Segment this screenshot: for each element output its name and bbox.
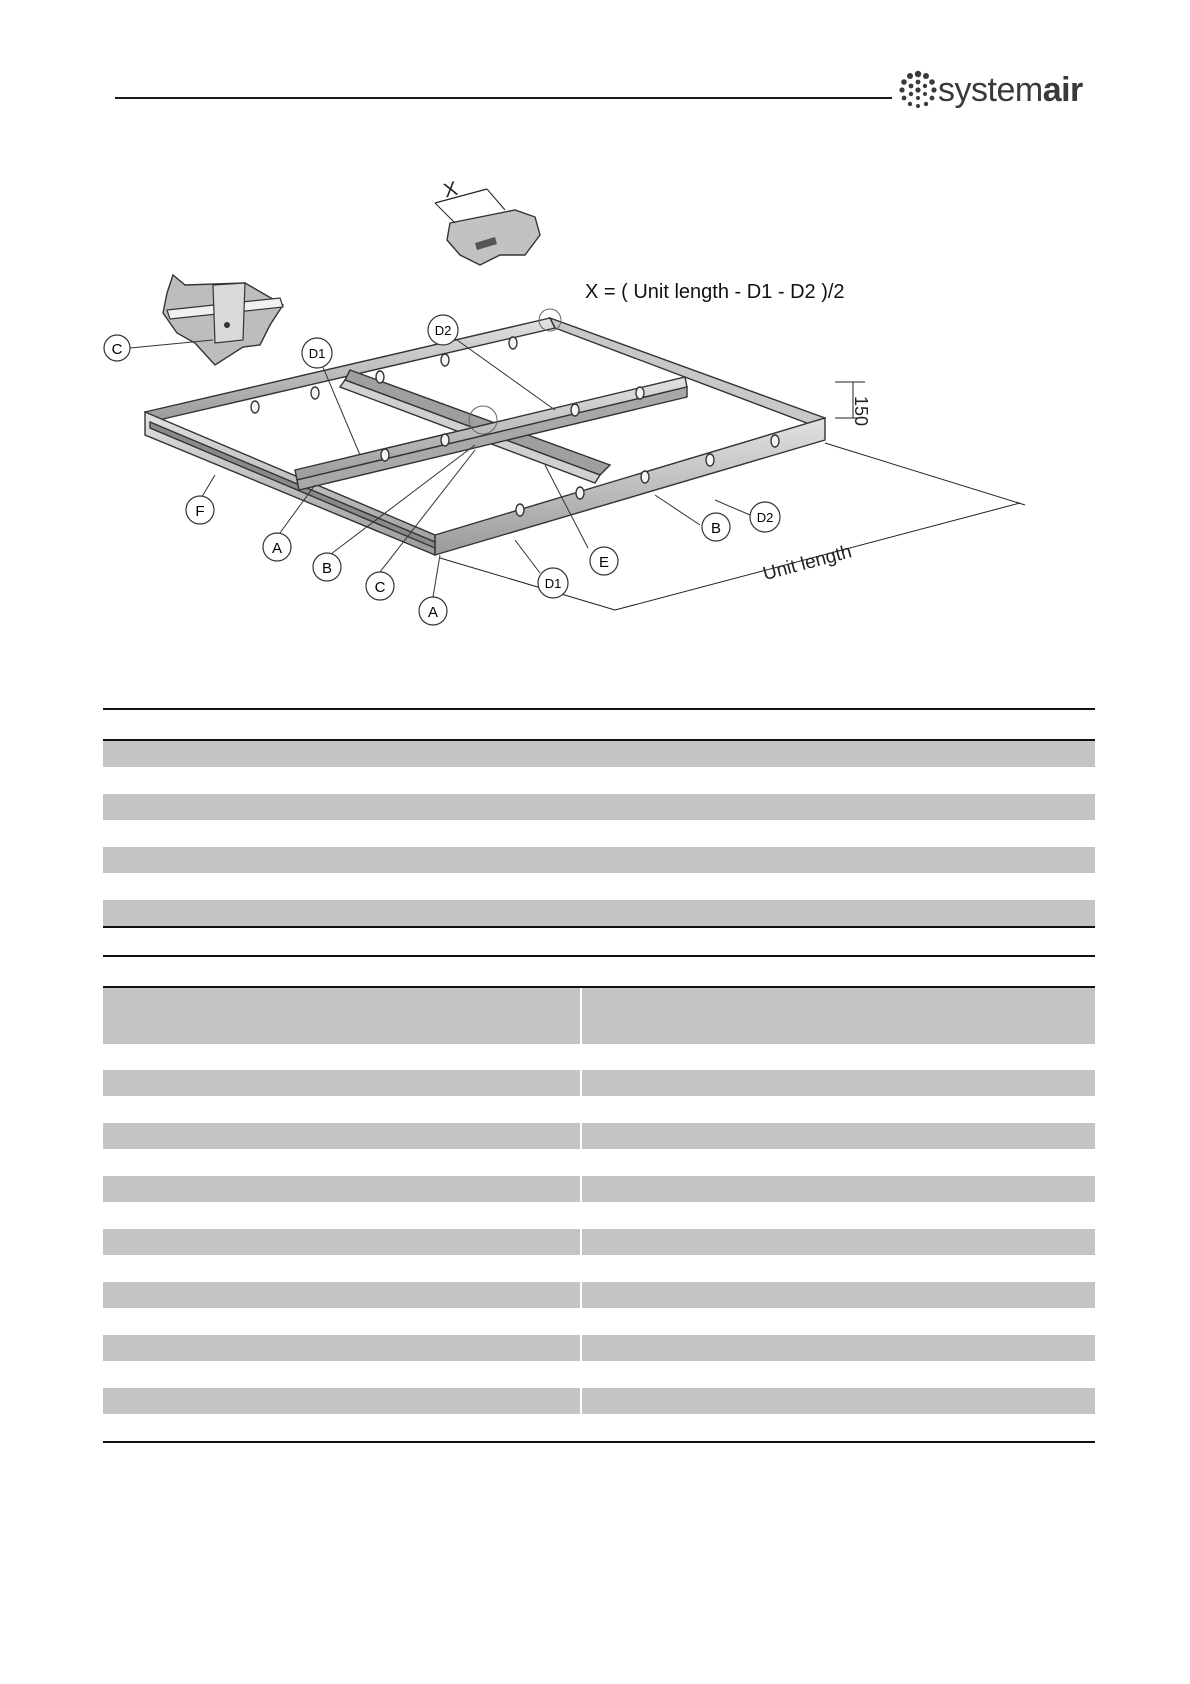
formula-text: X = ( Unit length - D1 - D2 )/2 (585, 281, 845, 303)
dim-unit-length-label: Unit length (760, 541, 854, 586)
callout-c-bottom (366, 572, 394, 600)
callout-d1-top (302, 338, 332, 368)
callout-e-label: E (598, 554, 610, 571)
detail-c-view (163, 275, 283, 365)
callout-b-left (313, 553, 341, 581)
callout-f (186, 496, 214, 524)
dim-height-label: 150 (851, 396, 871, 427)
callout-d2-right (750, 502, 780, 532)
table-row (103, 1203, 1095, 1229)
table-row (103, 1415, 1095, 1441)
table-row (103, 1070, 1095, 1096)
table-row (103, 900, 1095, 926)
table-row (103, 767, 1095, 793)
callout-d1-top-label: D1 (308, 346, 326, 361)
systemair-dots-logo-icon (898, 70, 938, 110)
table-row (103, 1123, 1095, 1149)
table-row (103, 794, 1095, 820)
brand-wordmark (938, 73, 1083, 107)
table-row (103, 847, 1095, 873)
table-1-top-rule (103, 708, 1095, 710)
base-frame-diagram (95, 165, 1095, 665)
header-rule (115, 97, 892, 99)
callout-a-left (263, 533, 291, 561)
table-row (103, 1362, 1095, 1388)
table-2-top-rule (103, 955, 1095, 957)
table-row (103, 1335, 1095, 1361)
table-row (103, 1150, 1095, 1176)
table-1-bottom-rule (103, 926, 1095, 928)
table-row (103, 1176, 1095, 1202)
detail-x-view (435, 178, 540, 265)
brand-logo (898, 68, 1083, 112)
table-2-header-row (103, 988, 1095, 1044)
table-row (103, 1388, 1095, 1414)
callout-a-left-label: A (271, 540, 283, 557)
dim-x-label: X (441, 177, 460, 203)
callout-e (590, 547, 618, 575)
callout-b-right (702, 513, 730, 541)
table-row (103, 1282, 1095, 1308)
callout-d2-right-label: D2 (756, 510, 774, 525)
table-2-bottom-rule (103, 1441, 1095, 1443)
callout-c-detail (104, 335, 130, 361)
table-row (103, 1256, 1095, 1282)
callout-f-label: F (195, 503, 205, 520)
callout-b-right-label: B (710, 520, 722, 537)
callout-c-detail-label: C (111, 341, 123, 358)
table-row (103, 1229, 1095, 1255)
brand-bold: air (1042, 71, 1083, 109)
table-row (103, 1309, 1095, 1335)
table-row (103, 873, 1095, 899)
table-row (103, 741, 1095, 767)
callout-d1-bottom (538, 568, 568, 598)
table-row (103, 1097, 1095, 1123)
callout-d2-top (428, 315, 458, 345)
callout-d1-bottom-label: D1 (544, 576, 562, 591)
table-row (103, 820, 1095, 846)
table-row (103, 1044, 1095, 1070)
brand-plain: system (938, 71, 1043, 109)
callout-a-bottom-label: A (427, 604, 439, 621)
callout-a-bottom (419, 597, 447, 625)
callout-b-left-label: B (321, 560, 333, 577)
callout-c-bottom-label: C (374, 579, 386, 596)
callout-d2-top-label: D2 (434, 323, 452, 338)
